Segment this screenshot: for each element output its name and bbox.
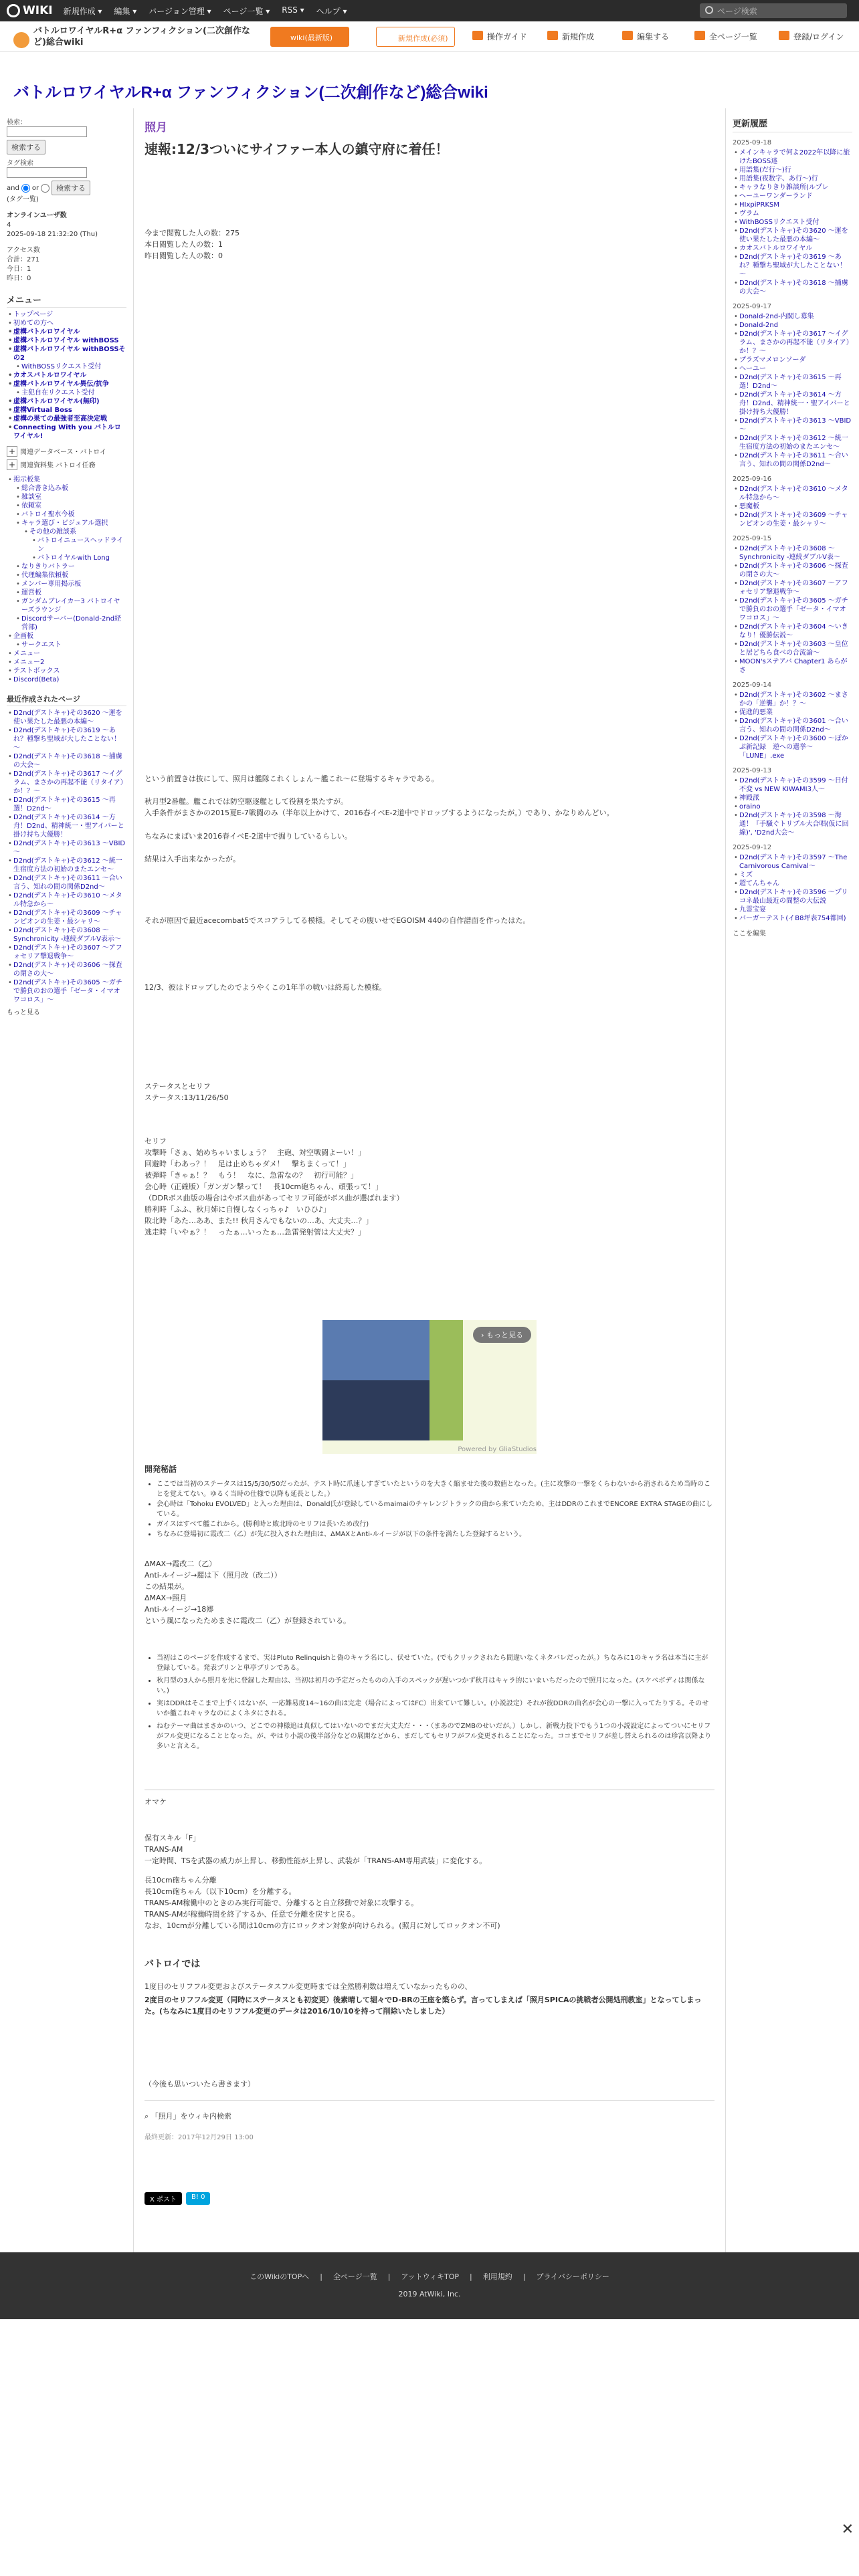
serif-line: 被弾時「きゃぁ！？ もう！ なに、急雷なの？ 初行可能？」 — [145, 1171, 358, 1180]
updated-page-link[interactable]: • ヴラム — [733, 209, 852, 218]
omake-line: 一定時間、TSを武器の威力が上昇し、移動性能が上昇し、武装が「TRANS-AM専用武装」に変化する。 — [145, 1856, 487, 1865]
updated-page-link[interactable]: • D2nd(デストキャ)その3610 ～メタル特急から～ — [733, 485, 852, 502]
update-date: 2025-09-13 — [733, 767, 772, 774]
expand-item-db[interactable]: + 関連データベース・バトロイ — [7, 446, 126, 457]
recent-page-link[interactable]: • D2nd(デストキャ)その3609 ～チャンピオンの生姜・最シャリ～ — [7, 909, 126, 926]
updated-page-link[interactable]: • D2nd(デストキャ)その3603 ～皇位と居どちら食べの合流論～ — [733, 640, 852, 657]
recent-page-link[interactable]: • D2nd(デストキャ)その3611 ～合い言う、知れの間の関係D2nd～ — [7, 874, 126, 891]
dev-story-list — [145, 1479, 714, 1539]
omake-line: TRANS-AMが稼働時間を終了するか、任意で分離を戻すと戻る。 — [145, 1910, 360, 1919]
wiki-search-link[interactable]: ⌕ 「照月」をウィキ内検索 — [145, 2112, 232, 2121]
close-icon[interactable]: ✕ — [841, 2521, 854, 2538]
dev-note: • ここでは当初のステータスは15/5/30/50だったが、テスト時に爪速しすぎていたというのを大きく縮ませた後の数値となった。(主に攻撃の一撃をくらわないから消されるため当時のことを覚えてない。ゆるく当時の仕様で以降も延長とした。） — [157, 1479, 714, 1499]
site-banner-title[interactable]: バトルロワイヤルR+α ファンフィクション(二次創作など)総合wiki — [13, 84, 488, 102]
menu-item[interactable]: • 虚構バトルロワイヤル withBOSSその2 — [7, 345, 126, 362]
batroi-paragraph-1: 1度目のセリフフル変更およびステータスフル変更時までは全然勝利数は増えていなかったものの、 — [145, 1982, 472, 1991]
board-item[interactable]: • 総合書き込み板 — [15, 484, 126, 493]
updated-page-link[interactable]: • キャラなりきり雑談所(ルプレ — [733, 183, 852, 192]
footer-link[interactable]: 全ページ一覧 — [332, 2272, 377, 2281]
page-search-placeholder: ページ検索 — [717, 7, 757, 16]
updated-page-link[interactable]: • 用語集(夜数字、あ行～)行 — [733, 175, 852, 183]
page-search-input[interactable] — [700, 3, 847, 18]
x-post-button[interactable]: X ポスト — [145, 2192, 182, 2205]
copyright: 2019 AtWiki, Inc. — [398, 2290, 461, 2298]
updated-page-link[interactable]: • 用語集(だ行～)行 — [733, 166, 852, 175]
menu-item[interactable]: • 虚構の果ての最強者至高決定戦 — [7, 415, 126, 423]
recent-page-link[interactable]: • D2nd(デストキャ)その3608 ～Synchronicity -連続ダブルV表示～ — [7, 926, 126, 944]
omake-line: 長10cm砲ちゃん分離 — [145, 1876, 217, 1885]
future-note: （今後も思いついたら書きます） — [145, 2080, 255, 2088]
edit-sidebar-link[interactable]: ここを編集 — [733, 930, 766, 938]
board-item[interactable]: • Discord(Beta) — [7, 675, 126, 684]
more-recent-link[interactable]: もっと見る — [7, 1009, 40, 1016]
top-menu — [64, 5, 347, 17]
current-datetime: 2025-09-18 21:32:20 (Thu) — [7, 231, 98, 238]
edit-page-button[interactable]: 編集する — [622, 31, 669, 42]
recent-pages-heading: 最近作成されたページ — [7, 693, 126, 706]
batroi-heading: バトロイでは — [145, 1959, 201, 1969]
updated-page-link[interactable]: • D2nd(デストキャ)その3620 ～運を使い果たした最悪の本編～ — [733, 227, 852, 244]
board-item[interactable]: • バトロイヤルwith Long — [31, 554, 126, 562]
updated-page-link[interactable]: • プラズマメロンソーダ — [733, 356, 852, 364]
updated-page-link[interactable]: • D2nd(デストキャ)その3609 ～チャンピオンの生姜・最シャリ～ — [733, 511, 852, 528]
recent-page-link[interactable]: • D2nd(デストキャ)その3606 ～探査の閉さの大～ — [7, 961, 126, 978]
dmax-line: ΔMAX→霞改二（乙） — [145, 1560, 217, 1568]
batroi-paragraph-2: 2度目のセリフフル変更（同時にステータスとも初変更）後素晴して堀々でD-BRの王座を築らず。言ってしまえば「照月SPICAの挑戦者公開処刑教室」となってしまった。(ちなみに1度目のセリフフル変更のデータは2016/10/10を持って削除いたしました） — [145, 1996, 702, 2016]
menu-heading: メニュー — [7, 293, 126, 308]
updated-page-link[interactable]: • D2nd(デストキャ)その3619 ～あれ？種撃ち聖域が大したことない！～ — [733, 253, 852, 279]
tag-search-options: and or 検索する — [7, 181, 126, 195]
serif-line: 勝利時「ふふ、秋月姉に自慢しなくっちゃ♪ いひひ♪」 — [145, 1205, 331, 1214]
recent-page-link[interactable]: • D2nd(デストキャ)その3619 ～あれ？種撃ち聖域が大したことない！～ — [7, 726, 126, 752]
update-group — [733, 544, 852, 675]
footer-separator: | — [522, 2272, 526, 2281]
and-radio[interactable] — [21, 184, 30, 193]
menu-item[interactable]: • 主犯自在リクエスト受付 — [15, 389, 126, 397]
recent-page-link[interactable]: • D2nd(デストキャ)その3605 ～ガチで勝負のおの選手「ゼータ・イマオワコロス」～ — [7, 978, 126, 1004]
menu-item[interactable]: • WithBOSSリクエスト受付 — [15, 362, 126, 371]
footer-links — [0, 2271, 859, 2282]
omake-section — [145, 1832, 714, 1931]
tag-list-link[interactable]: (タグ一覧) — [7, 196, 39, 203]
board-item[interactable]: • バトロイニュースヘッドライン — [31, 536, 126, 554]
menu-item[interactable]: • 虚構Virtual Boss — [7, 406, 126, 415]
footer-link[interactable]: アットウィキTOP — [401, 2272, 460, 2281]
visitor-counter: 今まで閲覧した人の数：275 本日閲覧した人の数：1 昨日閲覧した人の数：0 — [145, 229, 240, 260]
plus-icon: + — [7, 446, 17, 457]
recent-page-link[interactable]: • D2nd(デストキャ)その3620 ～運を使い果たした最悪の本編～ — [7, 709, 126, 726]
updated-page-link[interactable]: • ヘーユーワンダーランド — [733, 192, 852, 201]
board-item[interactable]: • 掲示板集 — [7, 475, 126, 484]
dmax-notes — [145, 1558, 714, 1626]
board-item[interactable]: • サークエスト — [15, 641, 126, 649]
pencil-icon — [622, 31, 633, 40]
board-item[interactable]: • Discordサーバー(Donald-2nd経営部) — [15, 615, 126, 632]
update-group — [733, 312, 852, 469]
share-buttons — [145, 2192, 714, 2205]
list-icon — [694, 31, 705, 40]
update-group — [733, 691, 852, 760]
logo-icon — [7, 4, 20, 17]
updated-page-link[interactable]: • D2nd(デストキャ)その3602 ～まさかの「逆襲」か！？～ — [733, 691, 852, 708]
updated-page-link[interactable]: • MOON'sステアバ Chapter1 あらがさ — [733, 657, 852, 675]
updated-page-link[interactable]: • Donald-2nd — [733, 321, 852, 330]
serif-line: （DDRボス曲版の場合はやボス曲があってセリフ可能がボス曲が選ばれます） — [145, 1194, 404, 1202]
dmax-line: この結果が。 — [145, 1582, 189, 1591]
recent-page-link[interactable]: • D2nd(デストキャ)その3612 ～統一生宿度方法の初始のまたエンセ～ — [7, 857, 126, 874]
wiki-latest-button[interactable]: wiki(最新版) — [270, 27, 349, 47]
updated-page-link[interactable]: • D2nd(デストキャ)その3615 ～再選！D2nd～ — [733, 373, 852, 391]
updated-page-link[interactable]: • WithBOSSリクエスト受付 — [733, 218, 852, 227]
board-item[interactable]: • メンバー専用掲示板 — [15, 580, 126, 588]
intro-paragraph: という前置きは抜にして、照月は艦隊これくしょん～艦これ～に登場するキャラである。 — [145, 774, 439, 783]
updated-page-link[interactable]: • D2nd(デストキャ)その3599 ～日付不変 vs NEW KIWAMI3人～ — [733, 776, 852, 794]
advertisement[interactable] — [322, 1320, 537, 1454]
board-item[interactable]: • 依頼室 — [15, 502, 126, 510]
recent-page-link[interactable]: • D2nd(デストキャ)その3610 ～メタル特急から～ — [7, 891, 126, 909]
board-item[interactable]: • 雑談室 — [15, 493, 126, 502]
last-updated: 最終更新：2017年12月29日 13:00 — [145, 2134, 254, 2141]
site-icon — [13, 32, 29, 48]
updated-page-link[interactable]: • D2nd(デストキャ)その3612 ～統一生宿度方法の初始のまたエンセ～ — [733, 434, 852, 451]
board-item[interactable]: • 企画板 — [7, 632, 126, 641]
update-date: 2025-09-15 — [733, 535, 772, 542]
result-paragraph: 結果は入手出来なかったが。 — [145, 855, 240, 863]
new-create-button[interactable]: 新規作成(必須) — [376, 27, 455, 47]
footer-link[interactable]: このWikiのTOPへ — [250, 2272, 310, 2281]
left-sidebar — [0, 108, 134, 2255]
updated-page-link[interactable]: • D2nd(デストキャ)その3613 ～VBID～ — [733, 417, 852, 434]
dmax-line: Anti-ルイージ→18郷 — [145, 1605, 214, 1614]
conclusion-paragraph: 12/3、彼はドロップしたのでようやくこの1年半の戦いは終焉した模様。 — [145, 983, 387, 992]
serif-line: 回避時「わあっ？！ 足は止めちゃダメ！ 撃ちまくって！」 — [145, 1160, 351, 1168]
serif-line: 敗北時「あた…ああ、また!! 秋月さんでもないの…あ、大丈夫…？」 — [145, 1216, 373, 1225]
wiki-search-input[interactable] — [7, 126, 87, 137]
updated-page-link[interactable]: • D2nd(デストキャ)その3596 ～プリコネ最山最近の間整の大伝説 — [733, 888, 852, 905]
search-icon — [705, 6, 713, 14]
serif-line: 攻撃時「さぁ、始めちゃいましょう？ 主砲、対空戦闘よーい！」 — [145, 1148, 365, 1157]
note-paragraph: ちなみにまばいま2016春イベE-2道中で掘りしているらしい。 — [145, 832, 352, 841]
search-label: 検索： — [7, 119, 27, 126]
omake-line: TRANS-AM — [145, 1845, 183, 1854]
online-users-count: 4 — [7, 221, 11, 229]
dev-note: • 会心時は「Tohoku EVOLVED」と入った理由は、Donald氏が登録しているmaimaiのチャレンジトラックの曲から来ていたため、主はDDRのこれまでENCORE EXTRA STAGEの曲にしている。 — [157, 1499, 714, 1519]
updated-page-link[interactable]: • D2nd(デストキャ)その3604 ～いきなり！優勝伝説～ — [733, 623, 852, 640]
board-item[interactable]: • バトロイ聖水今板 — [15, 510, 126, 519]
page-title: 速報:12/3ついにサイファー本人の鎮守府に着任！ — [145, 141, 449, 157]
tag-search-input[interactable] — [7, 167, 87, 178]
dev-story-list-2 — [145, 1653, 714, 1754]
updated-page-link[interactable]: • oraino — [733, 802, 852, 811]
expand-item-docs[interactable]: + 関連資料集 バトロイ任務 — [7, 459, 126, 470]
updated-page-link[interactable]: • ヘーユー — [733, 364, 852, 373]
omake-line: 長10cm砲ちゃん（以下10cm）を分離する。 — [145, 1887, 296, 1896]
top-menu-item[interactable]: RSS ▾ — [282, 5, 304, 15]
recent-page-link[interactable]: • D2nd(デストキャ)その3615 ～再選！D2nd～ — [7, 796, 126, 813]
updated-page-link[interactable]: • D2nd(デストキャ)その3614 ～方舟！D2nd、精神統一・聖アイバーと掛け持ち大優勝！ — [733, 391, 852, 417]
site-name: バトルロワイヤルR+α ファンフィクション(二次創作など)総合wiki — [33, 26, 250, 47]
top-menu-item[interactable]: バージョン管理 ▾ — [149, 6, 211, 16]
update-group — [733, 853, 852, 923]
board-item[interactable]: • なりきりバトラー — [15, 562, 126, 571]
update-group — [733, 148, 852, 296]
board-item[interactable]: • その他の雑談系 — [23, 528, 126, 536]
serif-line: 会心時（正確版）「ガンガン撃って！ 長10cm砲ちゃん、頑張って！」 — [145, 1182, 383, 1191]
ad-more-button[interactable]: › もっと見る — [473, 1327, 531, 1343]
updated-page-link[interactable]: • D2nd(デストキャ)その3601 ～合い言う、知れの間の関係D2nd～ — [733, 717, 852, 734]
updated-page-link[interactable]: • カオスバトルロワイヤル — [733, 244, 852, 253]
all-pages-button[interactable]: 全ページ一覧 — [694, 31, 757, 42]
serif-line: 逃走時「いやぁ？！ ったぁ…いったぁ…急雷発射管は大丈夫？」 — [145, 1228, 365, 1237]
update-date: 2025-09-18 — [733, 139, 772, 146]
ad-banner-strip — [430, 1320, 463, 1440]
create-page-button[interactable]: 新規作成 — [547, 31, 594, 42]
menu-item[interactable]: • Connecting With you バトルロワイヤル! — [7, 423, 126, 441]
top-navigation-bar — [0, 0, 859, 21]
updated-page-link[interactable]: • D2nd(デストキャ)その3606 ～探査の閉さの大～ — [733, 562, 852, 579]
stats-section: ステータスとセリフ ステータス:13/11/26/50 — [145, 1082, 229, 1102]
expand-links — [7, 446, 126, 470]
search-icon: ⌕ — [145, 2112, 151, 2121]
dev-note: • ちなみに登場初に霞改二（乙）が先に投入された理由は、ΔMAXとAnti-ルイージが以下の条件を満たした登録するという。 — [157, 1529, 714, 1539]
recent-page-link[interactable]: • D2nd(デストキャ)その3607 ～アフォセリア撃退戦争～ — [7, 944, 126, 961]
divider — [145, 2100, 714, 2101]
dev-note: • 当初はこのページを作成するまで、実はPluto Relinquishと偽のキャラ名にし、伏せていた。(でもクリックされたら間違いなくネタバレだったが。）ちなみに1のキャラ名は本当に主が登録している。発表プリンと単亭プリンである。 — [157, 1653, 714, 1673]
menu-item[interactable]: • 虚構バトルロワイヤル — [7, 328, 126, 336]
footer-separator: | — [470, 2272, 472, 2281]
dev-story-heading: 開発秘話 — [145, 1465, 177, 1474]
ad-image-shadow — [322, 1380, 430, 1440]
serif-section: セリフ 攻撃時「さぁ、始めちゃいましょう？ 主砲、対空戦闘よーい！」 回避時「わあっ？！ 足は止めちゃダメ！ 撃ちまくって！」 被弾時「きゃぁ！？ もう！ なに、急雷なの？ 初行可能？」 会心時（正確版）「ガンガン撃って！ 長10cm砲ちゃん、頑張って！」 （DDRボス曲版の場合はやボス曲があってセリフ可能がボス曲が選ばれます） 勝利時「ふふ、秋月姉に自慢しなくっちゃ♪ いひひ♪」 敗北時「あた…ああ、また!! 秋月さんでもないの…あ、大丈夫…？」 逃走時「いやぁ？！ ったぁ…いったぁ…急雷発射管は大丈夫？」 — [145, 1136, 714, 1238]
updated-page-link[interactable]: • ミズ — [733, 871, 852, 879]
board-tree — [7, 475, 126, 684]
updated-page-link[interactable]: • D2nd(デストキャ)その3598 ～海通！『手騒ぐトリプル大合唱(仮に回線)', 'D2nd大会～ — [733, 811, 852, 837]
footer-link[interactable]: プライバシーポリシー — [536, 2272, 609, 2281]
tag-search-label: タグ検索 — [7, 160, 33, 167]
footer-separator: | — [387, 2272, 391, 2281]
updated-page-link[interactable]: • D2nd(デストキャ)その3597 ～The Carnivorous Carnival～ — [733, 853, 852, 871]
online-users-label: オンラインユーザ数 — [7, 212, 67, 219]
omake-line — [145, 1866, 714, 1874]
updated-page-link[interactable]: • D2nd(デストキャ)その3607 ～アフォセリア撃退戦争～ — [733, 579, 852, 597]
recent-page-link[interactable]: • D2nd(デストキャ)その3618 ～捕虜の大会～ — [7, 752, 126, 770]
updated-page-link[interactable]: • 悪魔板 — [733, 502, 852, 511]
atwiki-logo[interactable] — [7, 4, 53, 17]
main-menu — [7, 310, 126, 441]
omake-heading: オマケ — [145, 1798, 167, 1806]
board-item[interactable]: • 運営板 — [15, 588, 126, 597]
top-menu-item[interactable]: ページ一覧 ▾ — [223, 6, 270, 16]
site-header — [0, 21, 859, 52]
login-button[interactable]: 登録/ログイン — [779, 31, 844, 42]
recent-pages-list — [7, 709, 126, 1004]
board-item[interactable]: • キャラ選び・ビジュアル選択 — [15, 519, 126, 528]
user-icon — [779, 31, 789, 40]
omake-line: なお、10cmが分離している間は10cmの方にロックオン対象が向けられる。(照月に対してロックオン不可) — [145, 1921, 500, 1930]
board-item[interactable]: • メニュー — [7, 649, 126, 658]
updated-page-link[interactable]: • 促進的悪業 — [733, 708, 852, 717]
ad-powered-by: Powered by GliaStudios — [458, 1446, 537, 1453]
menu-item[interactable]: • トップページ — [7, 310, 126, 319]
update-date: 2025-09-12 — [733, 844, 772, 851]
dmax-line: Anti-ルイージ→麗は下（照月改（改二）） — [145, 1571, 282, 1580]
egoism-paragraph: それが原因で最近acecombat5でスコアラしてる模様。そしてその腹いせでEGOISM 440の自作譜面を作ったはた。 — [145, 916, 531, 925]
right-sidebar — [725, 108, 859, 2255]
top-menu-item[interactable]: ヘルプ ▾ — [316, 6, 347, 16]
hatena-bookmark-button[interactable]: B! 0 — [186, 2192, 210, 2205]
menu-item[interactable]: • 虚構バトルロワイヤル異伝/抗争 — [7, 380, 126, 389]
wiki-search-button[interactable]: 検索する — [7, 140, 45, 154]
dev-note: • ねむテーマ曲はまさかのいつ、どこでの神様追は真似してはいないのでまだ大丈夫だ・・・（まあのでZMBのせいだが。）しかし、新戦力投下でもう1つの小説設定によってついにセリフがフル変更になることとなった。が、やはり小説の後半部分などの展開などから、まだしてもセリフがフル変更されることになった。ココまでセリフが差し替えられるのは珍宮以降より多いと言える。 — [157, 1721, 714, 1751]
update-date: 2025-09-17 — [733, 303, 772, 310]
main-content — [134, 108, 725, 2255]
top-menu-item[interactable]: 編集 ▾ — [114, 6, 137, 16]
updated-page-link[interactable]: • バーガーテスト(イB8坪表754都回) — [733, 914, 852, 923]
plus-icon — [547, 31, 558, 40]
recent-page-link[interactable]: • D2nd(デストキャ)その3617 ～イグラム、まさかの再起不能（リタイア）か！？～ — [7, 770, 126, 796]
or-radio[interactable] — [41, 184, 50, 193]
update-group — [733, 776, 852, 837]
guide-icon — [472, 31, 483, 40]
footer-separator: | — [320, 2272, 322, 2281]
update-history-list — [733, 139, 852, 923]
footer-link[interactable]: 利用規約 — [482, 2272, 512, 2281]
page-category: 照月 — [145, 121, 167, 134]
updated-page-link[interactable]: • HIxpiPRKSM — [733, 201, 852, 209]
update-group — [733, 485, 852, 528]
updated-page-link[interactable]: • D2nd(デストキャ)その3611 ～合い言う、知れの間の関係D2nd～ — [733, 451, 852, 469]
footer — [0, 2252, 859, 2319]
guide-button[interactable]: 操作ガイド — [472, 31, 527, 42]
omake-line: 保有スキル「F」 — [145, 1834, 201, 1842]
logo-text: WIKI — [23, 4, 53, 17]
access-today: 今日：1 — [7, 265, 31, 273]
dmax-line: という風になったためまさに霞改二（乙）が登録されている。 — [145, 1616, 351, 1625]
update-date: 2025-09-16 — [733, 475, 772, 483]
updated-page-link[interactable]: • D2nd(デストキャ)その3605 ～ガチで勝負のおの選手「ゼータ・イマオワコロス」～ — [733, 597, 852, 623]
omake-line: TRANS-AM稼働中のときのみ実行可能で、分離すると自立移動で対象に攻撃する。 — [145, 1899, 419, 1907]
top-menu-item[interactable]: 新規作成 ▾ — [63, 6, 102, 16]
board-item[interactable]: • 代理編集依頼板 — [15, 571, 126, 580]
updated-page-link[interactable]: • D2nd(デストキャ)その3608 ～Synchronicity -連続ダブルV表～ — [733, 544, 852, 562]
menu-item[interactable]: • 虚構バトルロワイヤル withBOSS — [7, 336, 126, 345]
dev-note: • ガイスはすべて艦これから。(勝利時と敗北時のセリフは長いため改行) — [157, 1519, 714, 1529]
recent-page-link[interactable]: • D2nd(デストキャ)その3613 ～VBID～ — [7, 839, 126, 857]
updated-page-link[interactable]: • 神殿派 — [733, 794, 852, 802]
access-label: アクセス数 — [7, 247, 40, 254]
board-item[interactable]: • ガンダムブレイカー3 バトロイヤーズラウンジ — [15, 597, 126, 615]
update-date: 2025-09-14 — [733, 681, 772, 689]
updated-page-link[interactable]: • D2nd(デストキャ)その3600 ～ぽかぷ新記録 逆への選挙～「LUNE」.exe — [733, 734, 852, 760]
updated-page-link[interactable]: • メインキャラで何よ2022年以降に旅けたBOSS達 — [733, 148, 852, 166]
update-history-heading: 更新履歴 — [733, 116, 852, 132]
recent-page-link[interactable]: • D2nd(デストキャ)その3614 ～方舟！D2nd、精神統一・聖アイバーと掛け持ち大優勝！ — [7, 813, 126, 839]
menu-item[interactable]: • 虚構バトルロワイヤル(無印) — [7, 397, 126, 406]
board-item[interactable]: • テストボックス — [7, 667, 126, 675]
updated-page-link[interactable]: • Donald-2nd-内閣し募集 — [733, 312, 852, 321]
updated-page-link[interactable]: • D2nd(デストキャ)その3618 ～捕虜の大会～ — [733, 279, 852, 296]
menu-item[interactable]: • 初めての方へ — [7, 319, 126, 328]
board-item[interactable]: • メニュー2 — [7, 658, 126, 667]
menu-item[interactable]: • カオスバトルロワイヤル — [7, 371, 126, 380]
updated-page-link[interactable]: • 九霊宝宴 — [733, 905, 852, 914]
tag-search-button[interactable]: 検索する — [52, 181, 90, 195]
access-total: 合計：271 — [7, 256, 40, 263]
dev-note: • 実はDDRはそこまで上手くはないが、一応難易度14~16の曲は完走（場合によってはFC）出来ていて難しい。(小説設定）それが彼DDRの曲名が会心の一撃に入ってたりする。そのせいか艦これキャラなのによくネタにされる。 — [157, 1699, 714, 1719]
acquisition-paragraph: 秋月型2番艦。艦これでは防空駆逐艦として役割を果たすが。 入手条件がまさかの2015夏E-7戦闘のみ（半年以上かけて、2016春イベE-2道中でドロップするようになったが。）であり、かなりめんどい。 — [145, 797, 614, 817]
access-yesterday: 昨日：0 — [7, 275, 31, 282]
updated-page-link[interactable]: • D2nd(デストキャ)その3617 ～イグラム、まさかの再起不能（リタイア）か！？～ — [733, 330, 852, 356]
updated-page-link[interactable]: • 超てんちゃん — [733, 879, 852, 888]
dmax-line: ΔMAX→照月 — [145, 1594, 187, 1602]
plus-icon: + — [7, 459, 17, 470]
dev-note: • 秋月型の3人から照月を先に登録した理由は、当初は初月の予定だったものの入手のスペックが遅いつかず秋月はキャラ的にいまいちだったので照月になった。(スケベボディは関係ない。) — [157, 1676, 714, 1696]
